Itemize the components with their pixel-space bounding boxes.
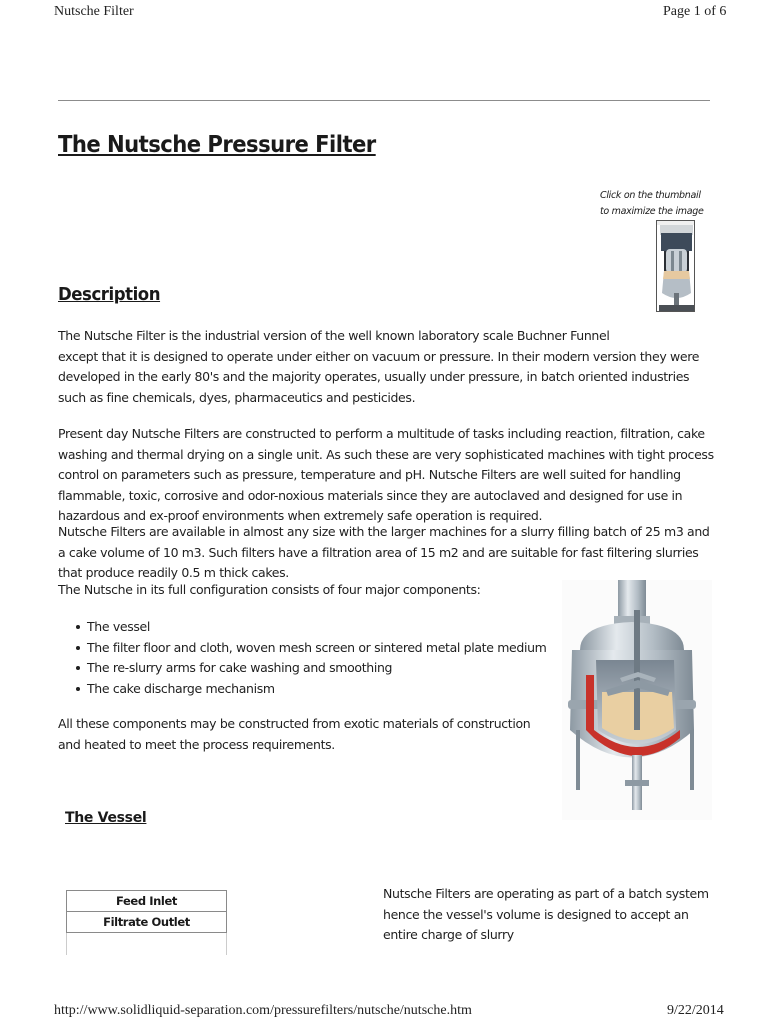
thumbnail-hint bbox=[600, 188, 704, 220]
list-item: The re-slurry arms for cake washing and smoothing bbox=[74, 658, 546, 679]
nutsche-thumbnail-image bbox=[657, 221, 695, 312]
components-list bbox=[74, 617, 546, 699]
description-paragraph-2-text: Present day Nutsche Filters are constructed to perform a multitude of tasks including reaction, filtration, cake washing and thermal drying on a single unit. As such these are very sophisticated machines with tight process control on parameters such as pressure, temperature and pH. Nutsche Filters are well suited for handling flammable, toxic, corrosive and odor-noxious materials since they are autoclaved and designed for use in hazardous and ex-proof environments when extremely safe operation is required. bbox=[58, 426, 714, 523]
description-paragraph-1-rest: except that it is designed to operate under either on vacuum or pressure. In their modern version they were developed in the early 80's and the majority operates, usually under pressure, in batch oriented industries such as fine chemicals, dyes, pharmaceutics and pesticides. bbox=[58, 348, 700, 405]
materials-paragraph-text: All these components may be constructed from exotic materials of construction and heated to meet the process requirements. bbox=[58, 716, 531, 752]
nutsche-thumbnail-link[interactable] bbox=[656, 220, 695, 312]
description-paragraph-2 bbox=[58, 424, 714, 527]
list-item: The cake discharge mechanism bbox=[74, 679, 546, 700]
thumbnail-hint-line2: to maximize the image bbox=[600, 206, 704, 217]
legend-continuation bbox=[66, 933, 227, 955]
thumbnail-hint-line1: Click on the thumbnail bbox=[600, 190, 701, 201]
header-divider bbox=[58, 100, 710, 101]
legend-row-filtrate-outlet[interactable]: Filtrate Outlet bbox=[67, 912, 226, 933]
legend-row-feed-inlet[interactable]: Feed Inlet bbox=[67, 891, 226, 912]
print-page-indicator: Page 1 of 6 bbox=[663, 4, 727, 19]
components-intro-text: The Nutsche in its full configuration consists of four major components: bbox=[58, 582, 481, 597]
components-intro bbox=[58, 580, 558, 601]
vessel-paragraph: Nutsche Filters are operating as part of a batch system hence the vessel's volume is designed to accept an entire charge of slurry bbox=[383, 886, 709, 942]
print-footer-url: http://www.solidliquid-separation.com/pressurefilters/nutsche/nutsche.htm bbox=[54, 1003, 472, 1018]
vessel-legend-table bbox=[66, 890, 227, 955]
print-header-title: Nutsche Filter bbox=[54, 4, 134, 19]
description-paragraph-3 bbox=[58, 522, 714, 584]
description-heading: Description bbox=[58, 284, 161, 305]
nutsche-cutaway-illustration bbox=[562, 580, 712, 820]
description-paragraph-1 bbox=[58, 326, 714, 408]
vessel-heading: The Vessel bbox=[65, 810, 147, 826]
print-footer-date: 9/22/2014 bbox=[667, 1003, 724, 1018]
list-item: The vessel bbox=[74, 617, 546, 638]
list-item: The filter floor and cloth, woven mesh screen or sintered metal plate medium bbox=[74, 638, 546, 659]
materials-paragraph bbox=[58, 714, 553, 755]
description-paragraph-3-text: Nutsche Filters are available in almost any size with the larger machines for a slurry filling batch of 25 m3 and a cake volume of 10 m3. Such filters have a filtration area of 15 m2 and are suitable for fast filtering slurries that produce readily 0.5 m thick cakes. bbox=[58, 524, 710, 580]
page-title: The Nutsche Pressure Filter bbox=[58, 132, 376, 158]
description-paragraph-1-line1: The Nutsche Filter is the industrial version of the well known laboratory scale Buchner Funnel bbox=[58, 328, 610, 343]
